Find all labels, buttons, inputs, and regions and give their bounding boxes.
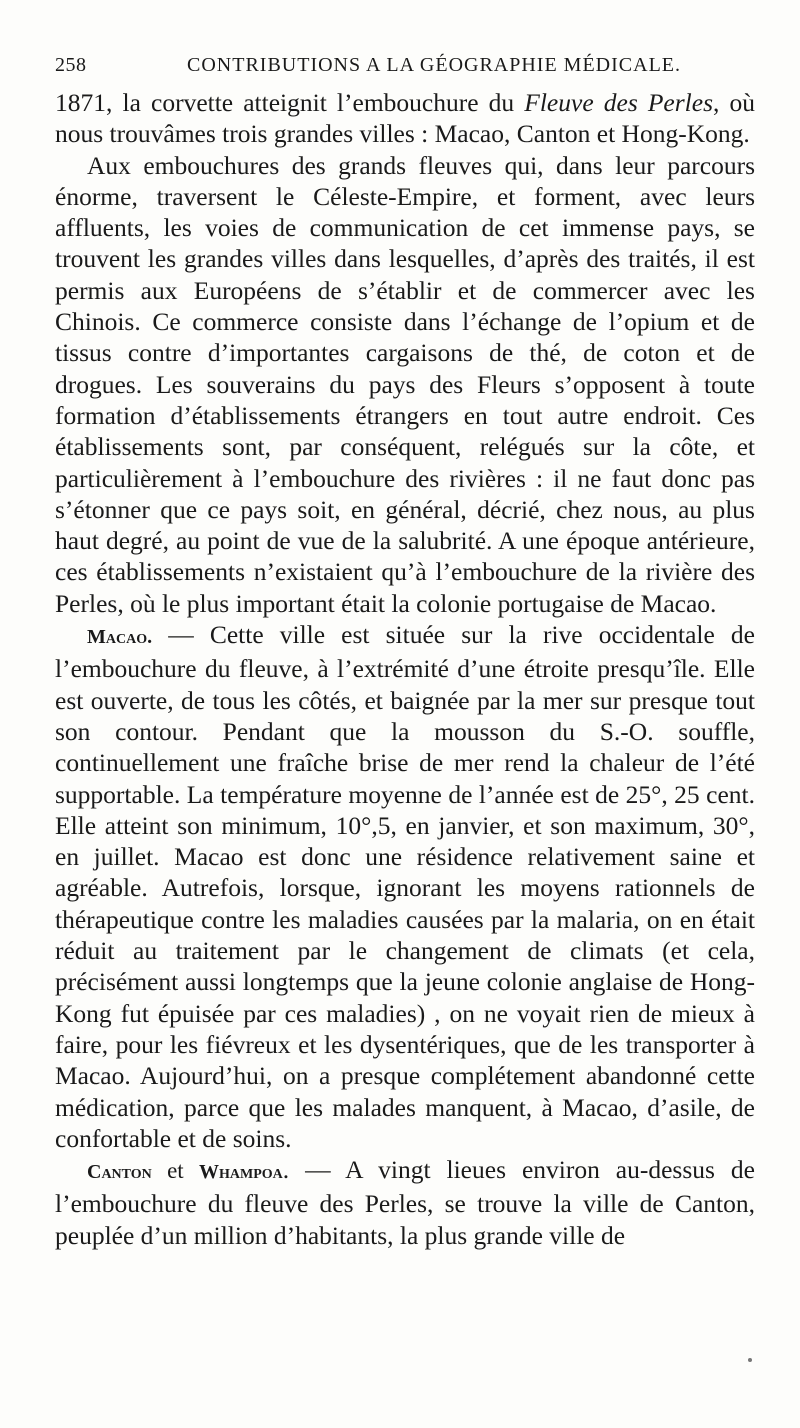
paragraph-continuation [55,87,755,150]
river-name-italic: Fleuve des Perles [524,88,713,117]
body-text [55,87,755,1251]
section-heading-whampoa: Whampoa [199,1161,283,1184]
page-number: 258 [55,54,87,76]
section-heading-macao: Macao. [87,626,153,649]
ink-speck [748,1358,752,1362]
paragraph-continuation-rest: , où nous trouvâmes trois grandes villes : Macao, Canton et Hong-Kong. [55,88,755,149]
running-head [55,54,755,82]
paragraph-continuation-lead: 1871, la corvette atteignit l’embouchure du [55,88,525,117]
paragraph-canton [55,1154,755,1251]
running-title: CONTRIBUTIONS A LA GÉOGRAPHIE MÉDICALE. [187,54,681,76]
paragraph-macao [55,619,755,1154]
paragraph-river-mouths: Aux embouchures des grands fleuves qui, dans leur parcours énorme, traversent le Céleste-Empire, et forment, avec leurs affluents, les voies de communication de cet immense pays, se trouvent les grandes villes dans lesquelles, d’après des traités, il est permis aux Européens de s’établir et de commercer avec les Chinois. Ce commerce consiste dans l’échange de l’opium et de tissus contre d’importantes cargaisons de thé, de coton et de drogues. Les souverains du pays des Fleurs s’opposent à toute formation d’établissements étrangers en tout autre endroit. Ces établissements sont, par conséquent, relégués sur la côte, et particulièrement à l’embouchure des rivières : il ne faut donc pas s’étonner que ce pays soit, en général, décrié, chez nous, au plus haut degré, au point de vue de la salubrité. A une époque antérieure, ces établissements n’existaient qu’à l’embouchure de la rivière des Perles, où le plus important était la colonie portugaise de Macao. [55,150,755,618]
paragraph-macao-text: — Cette ville est située sur la rive occidentale de l’embouchure du fleuve, à l’extrémité d’une étroite presqu’île. Elle est ouverte, de tous les côtés, et baignée par la mer sur presque tout son contour. Pendant que la mousson du S.-O. souffle, continuellement une fraîche brise de mer rend la chaleur de l’été supportable. La température moyenne de l’année est de 25°, 25 cent. Elle atteint son minimum, 10°,5, en janvier, et son maximum, 30°, en juillet. Macao est donc une résidence relativement saine et agréable. Autrefois, lorsque, ignorant les moyens rationnels de thérapeutique contre les maladies causées par la malaria, on en était réduit au traitement par le changement de climats (et cela, précisément aussi longtemps que la jeune colonie anglaise de Hong-Kong fut épuisée par ces maladies) , on ne voyait rien de mieux à faire, pour les fiévreux et les dysentériques, que de les transporter à Macao. Aujourd’hui, on a presque complétement abandonné cette médication, parce que les malades manquent, à Macao, d’asile, de confortable et de soins. [55,620,755,1153]
paragraph-canton-text: . — A vingt lieues environ au-dessus de l’embouchure du fleuve des Perles, se trouve la ville de Canton, peuplée d’un million d’habitants, la plus grande ville de [55,1155,755,1250]
section-heading-connector: et [151,1158,200,1184]
section-heading-canton: Canton [87,1161,152,1184]
